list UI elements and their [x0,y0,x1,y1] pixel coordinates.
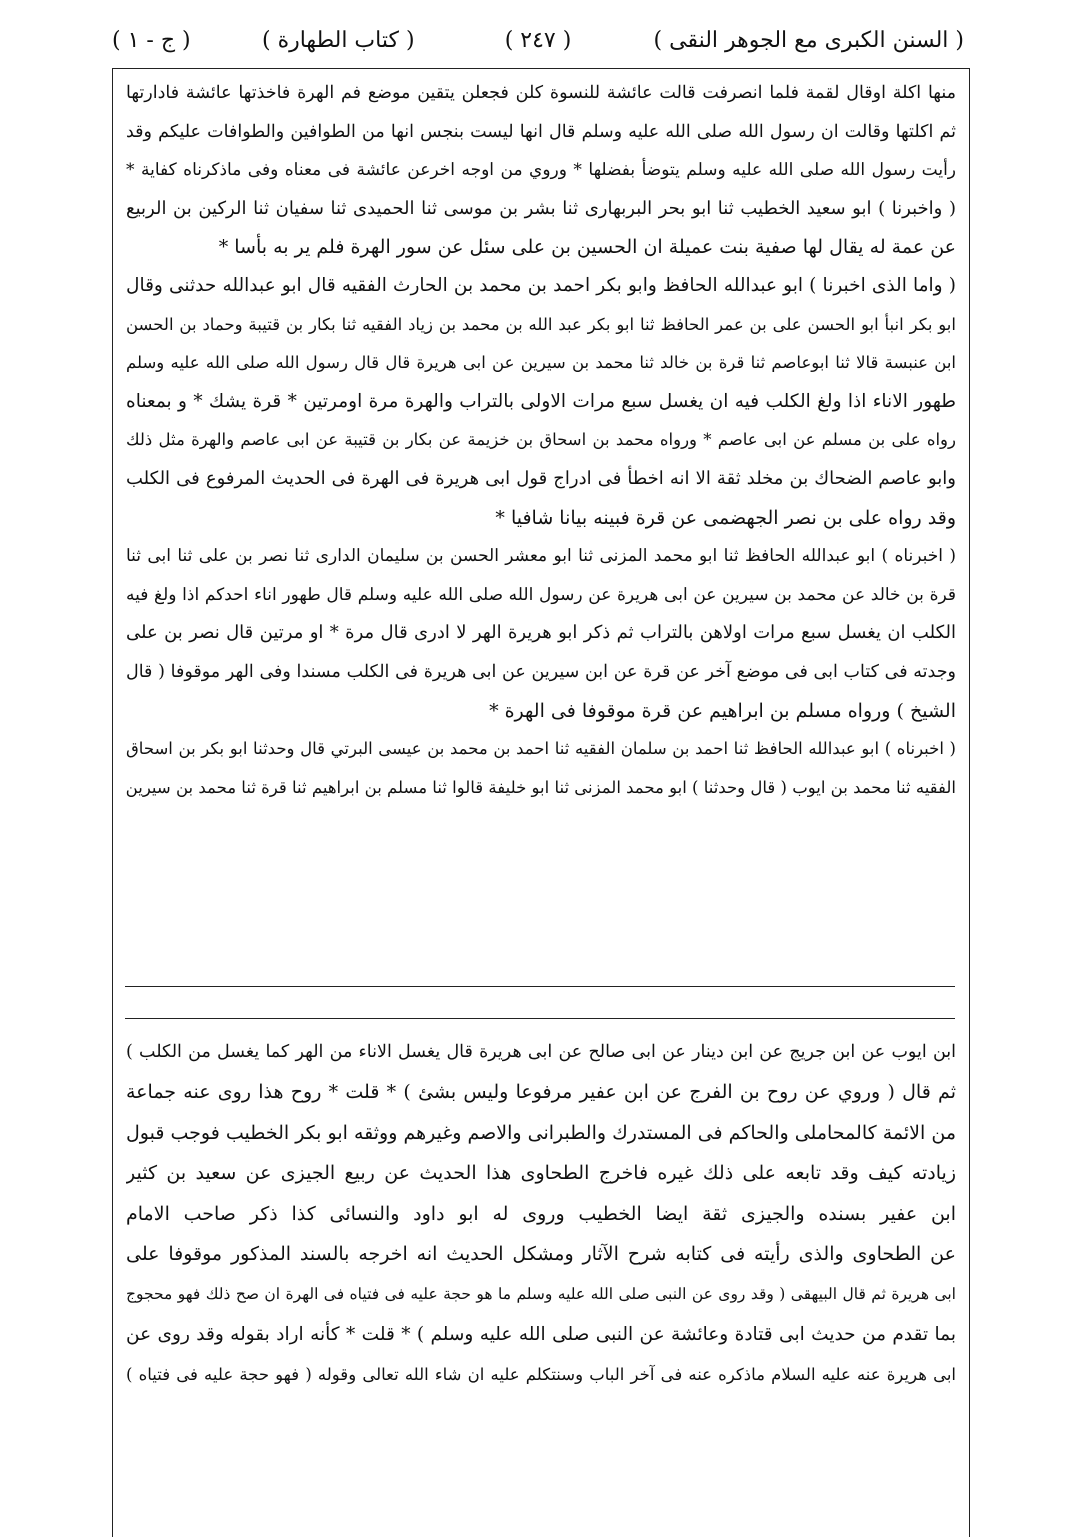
text-line: الشيخ ) ورواه مسلم بن ابراهيم عن قرة موقوفا فى الهرة * [489,699,956,722]
note-line: من الائمة كالمحاملى والحاكم فى المستدرك والطبرانى والاصم وغيرهم ووثقه ابو بكر الخطيب فوجب قبول [126,1121,956,1144]
text-line: طهور الاناء اذا ولغ الكلب فيه ان يغسل سبع مرات الاولى بالتراب والهرة مرة اومرتين * قرة يشك * و بمعناه [126,390,956,412]
note-line: زيادته كيف وقد تابعه على ذلك غيره فاخرج الطحاوى هذا الحديث عن ربيع الجيزى عن سعيد بن كثير [126,1162,956,1185]
text-line: رأيت رسول الله صلى الله عليه وسلم يتوضأ بفضلها * وروي من اوجه اخرعن عائشة فى معناه وفى ماذكرناه كفاية * [126,160,956,181]
text-line: وابو عاصم الضحاك بن مخلد ثقة الا انه اخطأ فى ادراج قول ابى هريرة فى الهرة فى الحديث المرفوع فى الكلب [126,467,956,489]
note-line: ابى هريرة ثم قال البيهقى ( وقد روى عن النبى صلى الله عليه وسلم ما هو حجة عليه فى فتياه فى الهرة ان صح ذلك فهو محجوج [126,1285,956,1304]
page-header [112,22,964,66]
chapter-title: ( كتاب الطهارة ) [262,28,415,53]
note-line: عن الطحاوى والذى رأيته فى كتابه شرح الآثار ومشكل الحديث انه اخرجه بالسند المذكور موقوفا على [126,1242,956,1265]
text-line: ( واما الذى اخبرنا ) ابو عبدالله الحافظ وابو بكر احمد بن محمد بن الحارث الفقيه قال ابو عبدالله حدثنى وقال [126,274,956,296]
commentary-text [126,1032,956,1396]
text-line: منها اكلة اوقال لقمة فلما انصرفت قالت عائشة للنسوة كلن فجعلن يتقين موضع فم الهرة فاخذتها عائشة فادارتها [126,83,956,103]
separator-rule [125,986,955,987]
text-line: ابن عنبسة قالا ثنا ابوعاصم ثنا قرة بن خالد ثنا محمد بن سيرين عن ابى هريرة قال قال رسول الله صلى الله عليه وسلم [126,353,956,373]
text-line: الكلب ان يغسل سبع مرات اولاهن بالتراب ثم ذكر ابو هريرة الهر لا ادرى قال مرة * او مرتين قال نصر بن على [126,622,956,644]
text-line: رواه على بن مسلم عن ابى عاصم * ورواه محمد بن اسحاق بن خزيمة عن بكار بن قتيبة عن ابى عاصم والهرة مثل ذلك [126,430,956,450]
text-line: قرة بن خالد عن محمد بن سيرين عن ابى هريرة عن رسول الله صلى الله عليه وسلم قال طهور اناء احدكم اذا ولغ فيه [126,584,956,605]
separator-rule [125,1018,955,1019]
main-text [126,74,956,807]
text-line: ( اخبرناه ) ابو عبدالله الحافظ ثنا احمد بن سلمان الفقيه ثنا احمد بن محمد بن عيسى البرتي قال وحدثنا ابو بكر بن اسحاق [126,739,956,759]
text-line: وقد رواه على بن نصر الجهضمى عن قرة فبينه بيانا شافيا * [495,506,956,529]
note-line: ابن عفير بسنده والجيزى ثقة ايضا الخطيب وروى له ابو داود والنسائى كذا ذكر صاحب الامام [126,1202,956,1225]
text-line: ( واخبرنا ) ابو سعيد الخطيب ثنا ابو بحر البربهارى ثنا بشر بن موسى ثنا الحميدى ثنا سفيان ثنا الركين بن الربيع [126,197,956,219]
text-line: الفقيه ثنا محمد بن ايوب ( قال وحدثنا ) ابو محمد المزنى ثنا ابو خليفة قالوا ثنا مسلم بن ابراهيم ثنا قرة ثنا محمد بن سيرين [126,777,956,797]
note-line: ثم قال ( وروي عن روح بن الفرج عن ابن عفير مرفوعا وليس بشئ ) * قلت * روح هذا روى عنه جماعة [126,1081,956,1104]
text-line: ( اخبرناه ) ابو عبدالله الحافظ ثنا ابو محمد المزنى ثنا ابو معشر الحسن بن سليمان الدارى ثنا نصر بن على ثنا ابى ثنا [126,546,956,567]
page-number: ( ٢٤٧ ) [504,28,572,53]
volume-label: ( ج - ١ ) [112,28,191,53]
note-line: ابى هريرة عنه عليه السلام ماذكره عنه فى آخر الباب وسنتكلم عليه ان شاء الله تعالى وقوله ( فهو حجة عليه فى فتياه ) [126,1365,956,1385]
text-line: ثم اكلتها وقالت ان رسول الله صلى الله عليه وسلم قال انها ليست بنجس انها من الطوافين والطوافات عليكم وقد [126,121,956,142]
note-line: بما تقدم من حديث ابى قتادة وعائشة عن النبى صلى الله عليه وسلم ) * قلت * كأنه اراد بقوله وقد روى عن [126,1323,956,1345]
text-line: عن عمة له يقال لها صفية بنت عميلة ان الحسين بن على سئل عن سور الهرة فلم ير به بأسا * [218,236,956,259]
book-series-title: ( السنن الكبرى مع الجوهر النقى ) [653,28,964,53]
text-line: وجدته فى كتاب ابى فى موضع آخر عن قرة عن ابن سيرين عن ابى هريرة فى الكلب مسندا وفى الهر موقوفا ( قال [126,661,956,682]
note-line: ابن ايوب عن ابن جريج عن ابن دينار عن ابى صالح عن ابى هريرة قال يغسل الاناء من الهر كما يغسل من الكلب ) [126,1042,956,1062]
text-line: ابو بكر انبأ ابو الحسن على بن عمر الحافظ ثنا ابو بكر عبد الله بن محمد بن زياد الفقيه ثنا بكار بن قتيبة وحماد بن الحسن [126,314,956,334]
